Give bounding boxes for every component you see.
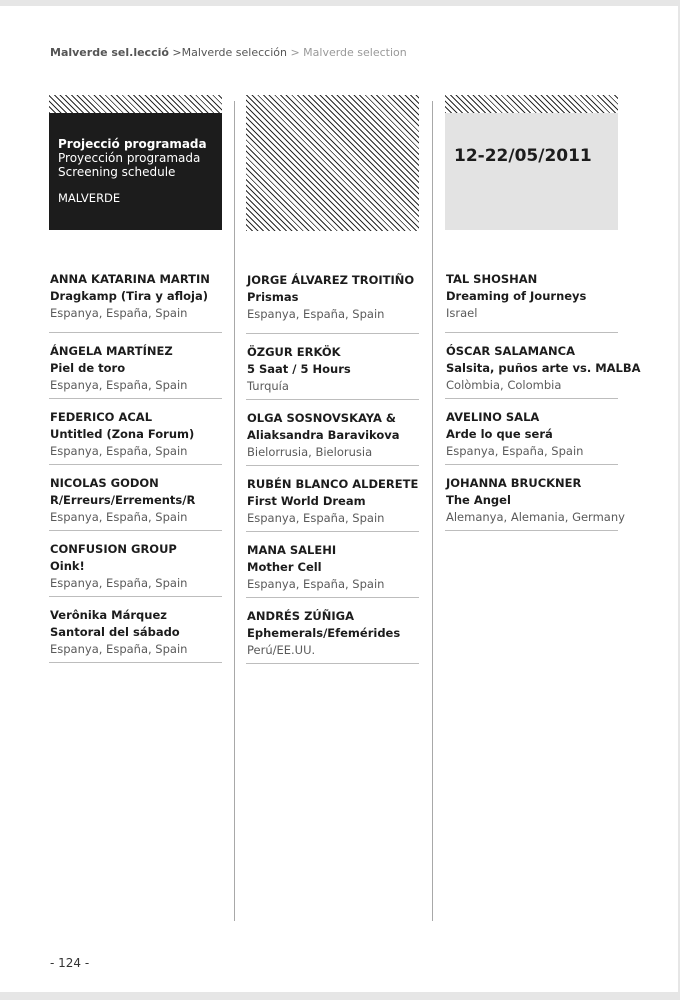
work-title: Untitled (Zona Forum) (50, 427, 195, 441)
artist-country: Israel (446, 306, 478, 320)
list-item (49, 399, 222, 465)
list-item (445, 399, 618, 465)
list-item (49, 465, 222, 531)
work-title: Arde lo que será (446, 427, 553, 441)
work-title: Prismas (247, 290, 299, 304)
artist-name: Verônika Márquez (50, 608, 167, 622)
artist-country: Alemanya, Alemania, Germany (446, 510, 625, 524)
work-title: Ephemerals/Efemérides (247, 626, 401, 640)
hatch-pattern (445, 95, 618, 113)
header-title-english: Screening schedule (58, 165, 176, 179)
breadcrumb-catalan: Malverde sel.lecció (50, 46, 169, 59)
work-title: First World Dream (247, 494, 366, 508)
entry-list (445, 267, 641, 531)
work-title: 5 Saat / 5 Hours (247, 362, 351, 376)
artist-country: Espanya, España, Spain (50, 306, 188, 320)
artist-name: ANNA KATARINA MARTIN (50, 272, 210, 286)
artist-name: OLGA SOSNOVSKAYA & (247, 411, 396, 425)
page-number: - 124 - (50, 956, 90, 970)
work-title: Oink! (50, 559, 85, 573)
artist-name: AVELINO SALA (446, 410, 540, 424)
artist-country: Espanya, España, Spain (50, 510, 188, 524)
list-item (445, 465, 625, 531)
screening-dates: 12-22/05/2011 (454, 146, 592, 166)
breadcrumb (50, 46, 407, 59)
schedule-header (49, 113, 222, 230)
hatch-pattern (49, 95, 222, 113)
list-item (445, 267, 618, 333)
artist-name: ÖZGUR ERKÖK (247, 345, 341, 359)
artist-country: Espanya, España, Spain (50, 378, 188, 392)
artist-name: NICOLAS GODON (50, 476, 159, 490)
list-item (246, 400, 419, 466)
dates-header (445, 113, 618, 230)
venue-name: MALVERDE (58, 191, 121, 205)
artist-country: Espanya, España, Spain (50, 642, 188, 656)
entry-list (49, 267, 222, 663)
artist-name: ANDRÉS ZÚÑIGA (247, 609, 354, 623)
column-2 (246, 95, 419, 664)
list-item (49, 267, 222, 333)
header-title-catalan: Projecció programada (58, 137, 207, 151)
artist-name: FEDERICO ACAL (50, 410, 153, 424)
work-title: The Angel (446, 493, 511, 507)
artist-name: ÓSCAR SALAMANCA (446, 344, 575, 358)
list-item (246, 334, 419, 400)
artist-country: Perú/EE.UU. (247, 643, 316, 657)
list-item (49, 333, 222, 399)
hatch-pattern (246, 95, 419, 231)
list-item (246, 532, 419, 598)
artist-name: TAL SHOSHAN (446, 272, 538, 286)
artist-name: MANA SALEHI (247, 543, 337, 557)
artist-country: Espanya, España, Spain (50, 576, 188, 590)
work-title: Santoral del sábado (50, 625, 180, 639)
artist-country: Colòmbia, Colombia (446, 378, 562, 392)
artist-country: Espanya, España, Spain (247, 307, 385, 321)
artist-country: Espanya, España, Spain (247, 577, 385, 591)
artist-country: Espanya, España, Spain (446, 444, 584, 458)
artist-name: JOHANNA BRUCKNER (446, 476, 582, 490)
list-item (246, 466, 419, 532)
artist-name: ÁNGELA MARTÍNEZ (50, 344, 173, 358)
artist-country: Espanya, España, Spain (247, 511, 385, 525)
work-title: Piel de toro (50, 361, 126, 375)
list-item (246, 268, 419, 334)
entry-list (246, 268, 419, 664)
work-title: Salsita, puños arte vs. MALBA (446, 361, 641, 375)
breadcrumb-spanish: >Malverde selección (168, 46, 287, 59)
list-item (49, 597, 222, 663)
list-item (49, 531, 222, 597)
breadcrumb-english: > Malverde selection (286, 46, 407, 59)
work-title: Aliaksandra Baravikova (247, 428, 400, 442)
artist-country: Turquía (247, 379, 289, 393)
header-title-spanish: Proyección programada (58, 151, 201, 165)
work-title: Mother Cell (247, 560, 322, 574)
column-1 (49, 95, 222, 663)
document-page (0, 6, 678, 992)
work-title: R/Erreurs/Errements/R (50, 493, 196, 507)
column-divider (234, 101, 235, 921)
column-divider (432, 101, 433, 921)
list-item (246, 598, 419, 664)
artist-name: CONFUSION GROUP (50, 542, 177, 556)
work-title: Dreaming of Journeys (446, 289, 587, 303)
work-title: Dragkamp (Tira y afloja) (50, 289, 208, 303)
artist-name: RUBÉN BLANCO ALDERETE (247, 477, 419, 491)
list-item (445, 333, 641, 399)
column-3 (445, 95, 641, 531)
artist-country: Bielorrusia, Bielorusia (247, 445, 373, 459)
artist-name: JORGE ÁLVAREZ TROITIÑO (247, 273, 415, 287)
artist-country: Espanya, España, Spain (50, 444, 188, 458)
